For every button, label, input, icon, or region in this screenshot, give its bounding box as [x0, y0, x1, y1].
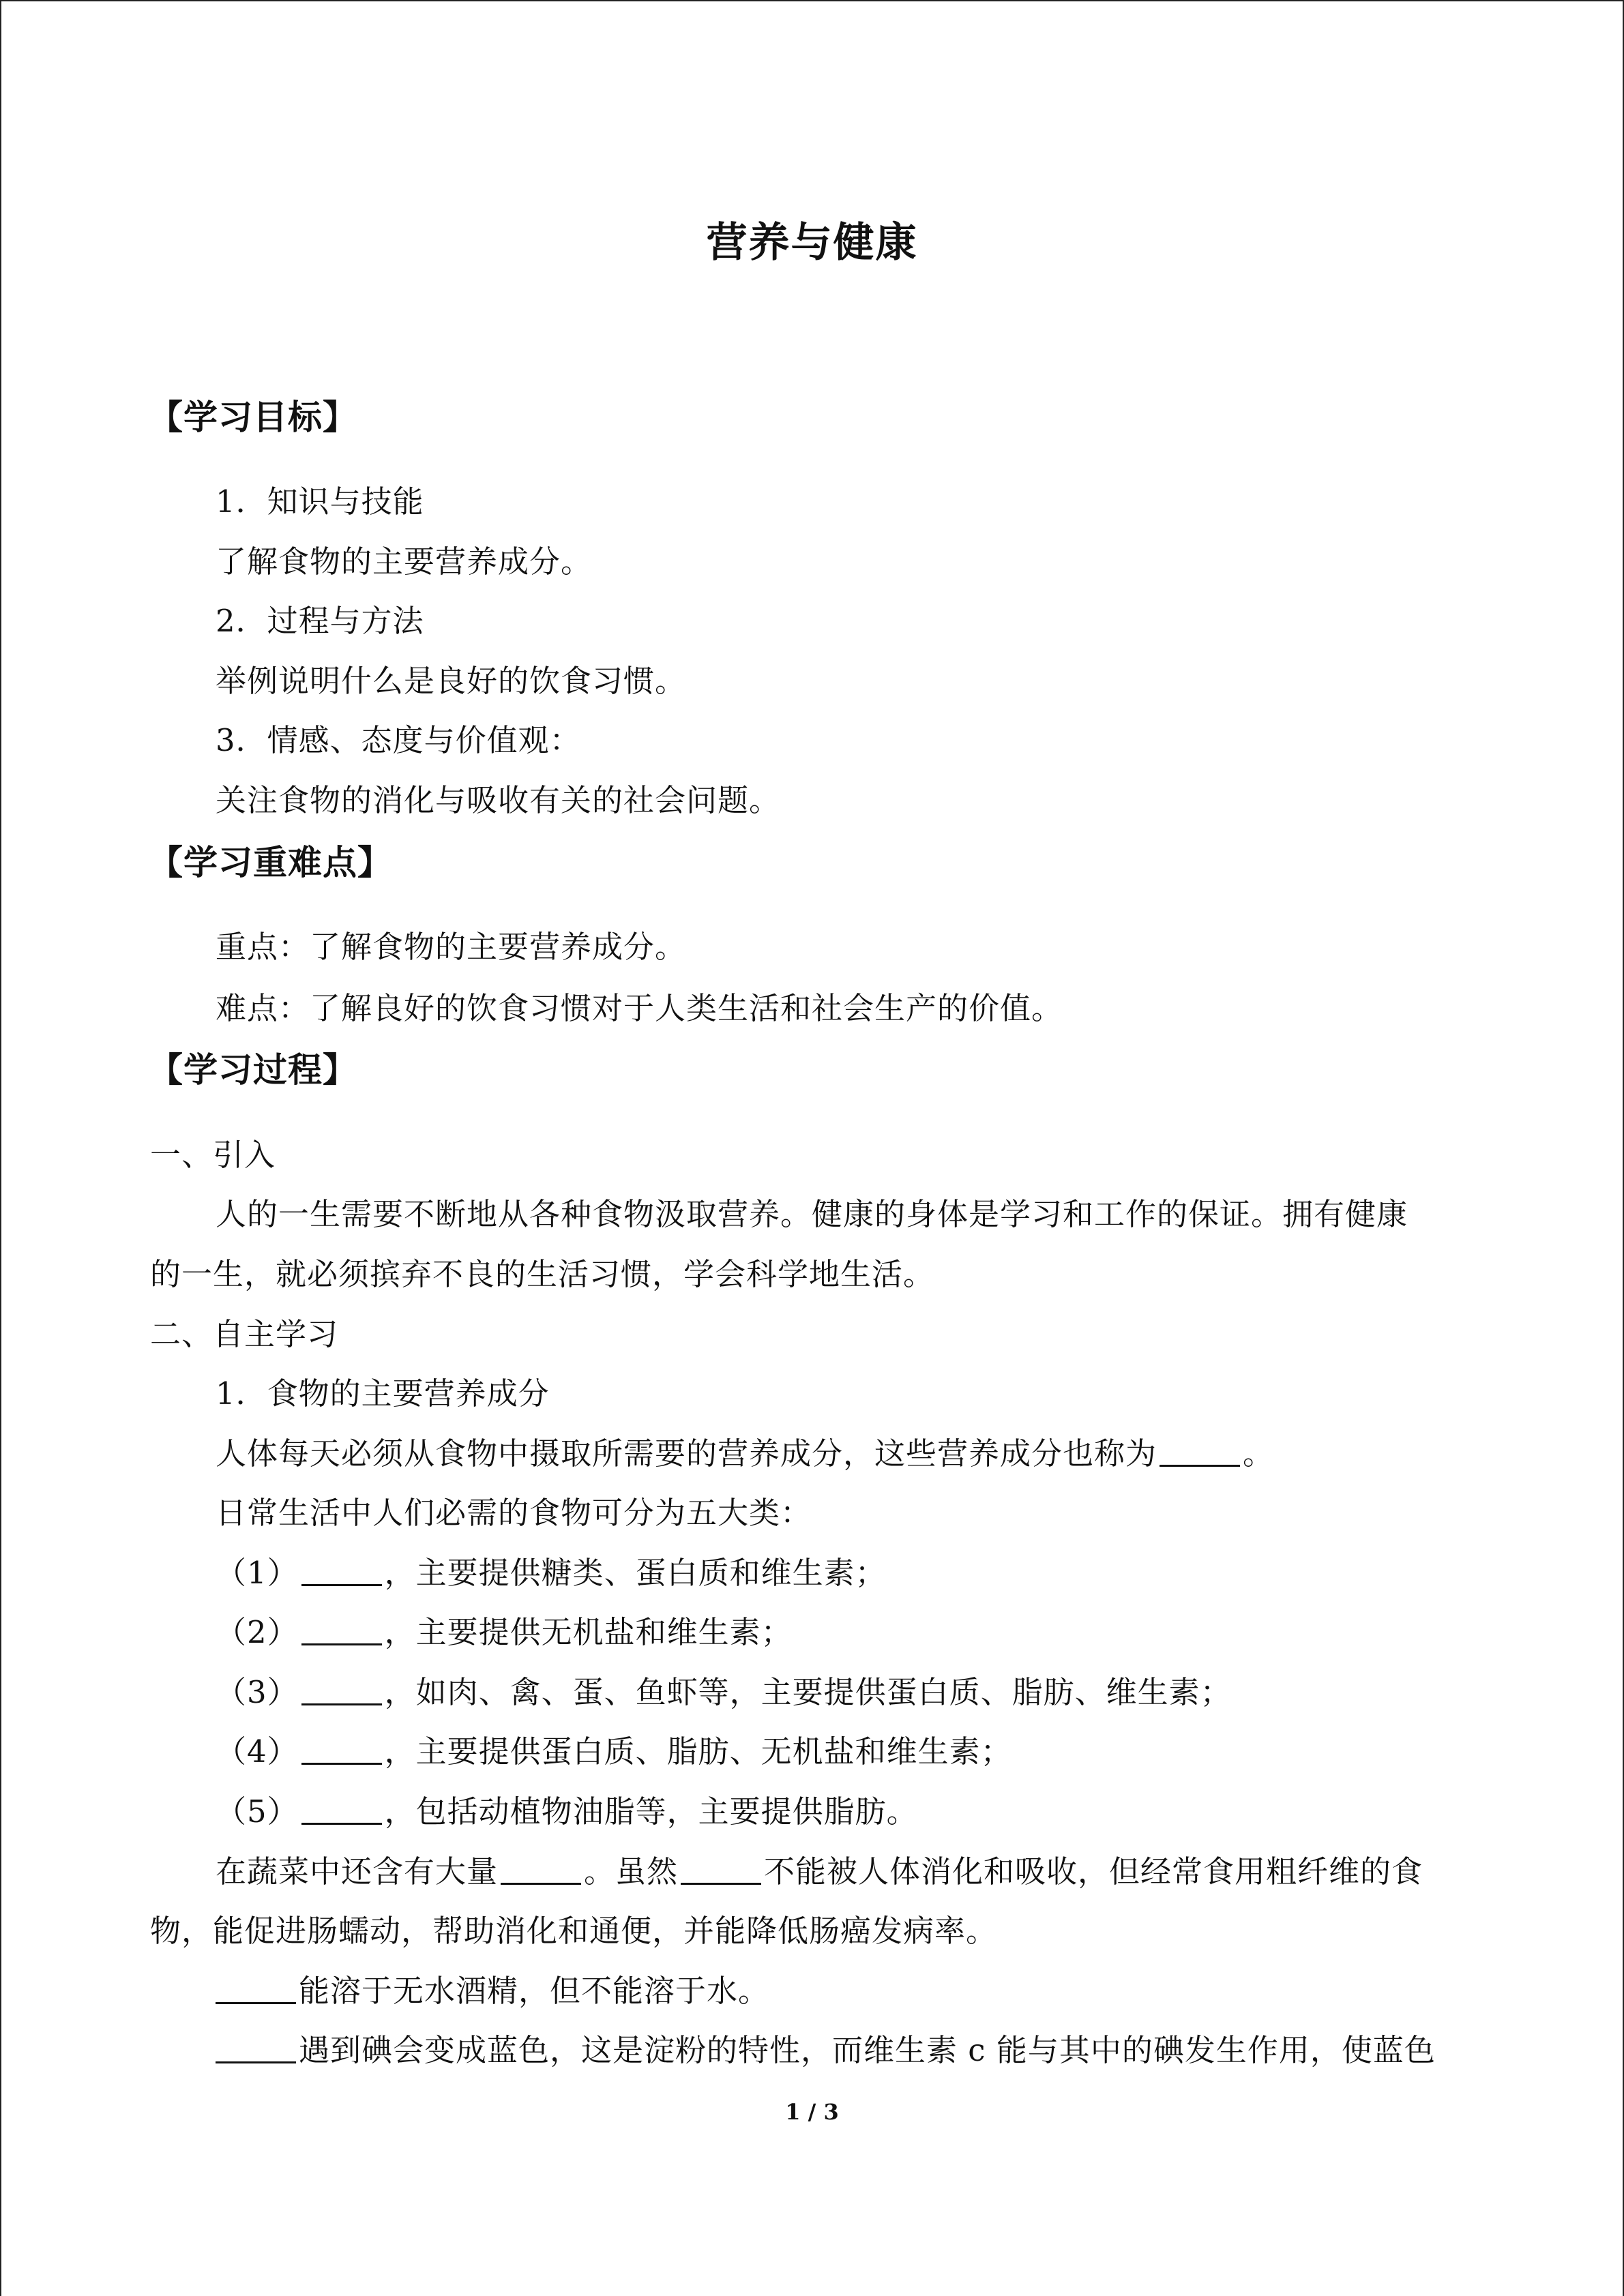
self-study-heading: 二、自主学习 — [150, 1316, 339, 1352]
food-type-5-text: ，包括动植物油脂等，主要提供脂肪。 — [384, 1793, 918, 1830]
fill-in-blank[interactable] — [301, 1616, 382, 1645]
goal-2-text: 举例说明什么是良好的饮食习惯。 — [216, 663, 687, 699]
food-type-3-number: （3） — [216, 1674, 299, 1710]
food-type-4 — [216, 1727, 1012, 1771]
fill-in-blank[interactable] — [1160, 1437, 1240, 1467]
key-point-difficulty: 难点：了解良好的饮食习惯对于人类生活和社会生产的价值。 — [216, 990, 1063, 1026]
food-type-5 — [216, 1787, 918, 1831]
goal-3-text: 关注食物的消化与吸收有关的社会问题。 — [216, 782, 781, 818]
food-type-2-text: ，主要提供无机盐和维生素； — [384, 1614, 793, 1650]
fill-in-blank[interactable] — [301, 1795, 382, 1825]
nutrients-text-start: 人体每天必须从食物中摄取所需要的营养成分，这些营养成分也称为 — [216, 1435, 1157, 1472]
fill-in-blank[interactable] — [301, 1735, 382, 1765]
food-type-4-text: ，主要提供蛋白质、脂肪、无机盐和维生素； — [384, 1733, 1012, 1770]
iodine-text: 遇到碘会变成蓝色，这是淀粉的特性，而维生素 c 能与其中的碘发生作用，使蓝色 — [299, 2032, 1436, 2068]
fill-in-blank[interactable] — [216, 2034, 296, 2063]
fiber-text-c: 不能被人体消化和吸收，但经常食用粗纤维的食 — [764, 1853, 1423, 1890]
fiber-sentence-line-1 — [216, 1847, 1423, 1891]
goal-1-text: 了解食物的主要营养成分。 — [216, 543, 593, 580]
nutrients-sentence — [216, 1429, 1274, 1473]
food-type-3-text: ，如肉、禽、蛋、鱼虾等，主要提供蛋白质、脂肪、维生素； — [384, 1674, 1232, 1710]
item-1-heading: 1．食物的主要营养成分 — [216, 1375, 550, 1412]
fiber-text-b: 。虽然 — [584, 1853, 679, 1890]
fiber-sentence-line-2: 物，能促进肠蠕动，帮助消化和通便，并能降低肠癌发病率。 — [150, 1913, 998, 1949]
intro-heading: 一、引入 — [150, 1137, 276, 1173]
section-heading-process: 【学习过程】 — [149, 1050, 357, 1090]
fiber-text-a: 在蔬菜中还含有大量 — [216, 1853, 499, 1890]
alcohol-text: 能溶于无水酒精，但不能溶于水。 — [299, 1973, 770, 2009]
food-type-1-number: （1） — [216, 1555, 299, 1591]
intro-paragraph-line-2: 的一生，就必须摈弃不良的生活习惯，学会科学地生活。 — [150, 1256, 935, 1292]
fill-in-blank[interactable] — [216, 1975, 296, 2004]
food-type-2 — [216, 1607, 793, 1652]
food-type-4-number: （4） — [216, 1733, 299, 1770]
food-type-3 — [216, 1667, 1232, 1712]
fill-in-blank[interactable] — [301, 1676, 382, 1705]
key-point-focus: 重点：了解食物的主要营养成分。 — [216, 929, 687, 965]
food-type-5-number: （5） — [216, 1793, 299, 1830]
document-title: 营养与健康 — [706, 219, 918, 267]
intro-paragraph-line-1: 人的一生需要不断地从各种食物汲取营养。健康的身体是学习和工作的保证。拥有健康 — [216, 1196, 1408, 1232]
section-heading-goals: 【学习目标】 — [149, 398, 357, 437]
alcohol-sentence — [216, 1966, 769, 2010]
goal-2-heading: 2．过程与方法 — [216, 603, 424, 639]
food-type-1-text: ，主要提供糖类、蛋白质和维生素； — [384, 1555, 887, 1591]
five-types-sentence: 日常生活中人们必需的食物可分为五大类： — [216, 1495, 812, 1531]
fill-in-blank[interactable] — [301, 1557, 382, 1586]
goal-3-heading: 3．情感、态度与价值观： — [216, 722, 581, 758]
nutrients-text-end: 。 — [1243, 1435, 1275, 1472]
food-type-2-number: （2） — [216, 1614, 299, 1650]
food-type-1 — [216, 1548, 887, 1592]
page-number: 1 / 3 — [785, 2099, 839, 2125]
fill-in-blank[interactable] — [501, 1855, 581, 1885]
section-heading-key-points: 【学习重难点】 — [149, 843, 392, 882]
goal-1-heading: 1．知识与技能 — [216, 483, 424, 520]
fill-in-blank[interactable] — [681, 1855, 761, 1885]
iodine-sentence — [216, 2025, 1436, 2070]
